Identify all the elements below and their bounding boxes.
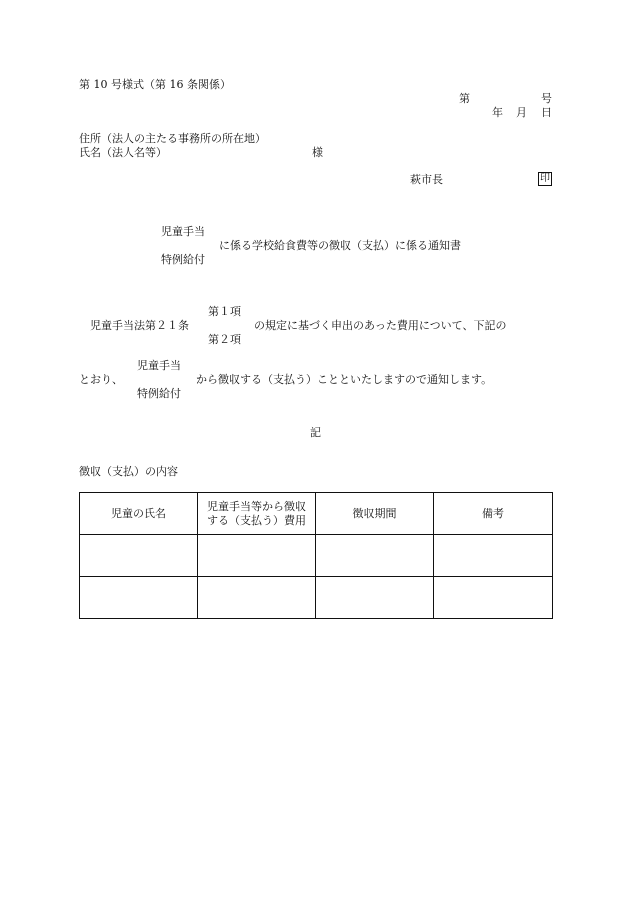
body-law: 児童手当法第２１条 — [90, 319, 189, 332]
seal-stamp: 印 — [540, 173, 550, 184]
header-fee: 児童手当等から徴収する（支払う）費用 — [198, 493, 316, 535]
doc-number-go: 号 — [541, 92, 552, 105]
table-cell[interactable] — [198, 535, 316, 577]
table-cell[interactable] — [80, 577, 198, 619]
collection-table — [79, 492, 553, 619]
doc-number-dai: 第 — [459, 92, 470, 105]
table-header-row — [80, 493, 553, 535]
header-child-name: 児童の氏名 — [80, 493, 198, 535]
subject-option-tokurei-kyufu: 特例給付 — [161, 253, 205, 266]
recipient-honorific: 様 — [312, 146, 323, 159]
form-number: 第 10 号様式（第 16 条関係） — [79, 78, 231, 91]
date-day: 日 — [541, 106, 552, 119]
date-month: 月 — [516, 106, 527, 119]
table-cell[interactable] — [434, 535, 553, 577]
table-cell[interactable] — [316, 577, 434, 619]
body-line2-text: から徴収する（支払う）ことといたしますので通知します。 — [196, 373, 493, 386]
table-row — [80, 535, 553, 577]
subject-title: に係る学校給食費等の徴収（支払）に係る通知書 — [219, 239, 461, 252]
body-clause-1: 第１項 — [208, 305, 241, 318]
body-option-jidou-teate: 児童手当 — [137, 359, 181, 372]
sender-title: 萩市長 — [410, 173, 443, 186]
recipient-address: 住所（法人の主たる事務所の所在地） — [79, 132, 266, 145]
table-cell[interactable] — [434, 577, 553, 619]
ki-heading: 記 — [310, 426, 321, 439]
content-title: 徴収（支払）の内容 — [79, 465, 178, 478]
table-cell[interactable] — [316, 535, 434, 577]
header-period: 徴収期間 — [316, 493, 434, 535]
table-cell[interactable] — [80, 535, 198, 577]
body-option-tokurei-kyufu: 特例給付 — [137, 387, 181, 400]
subject-option-jidou-teate: 児童手当 — [161, 225, 205, 238]
recipient-name: 氏名（法人名等） — [79, 146, 167, 159]
table-cell[interactable] — [198, 577, 316, 619]
body-clause-2: 第２項 — [208, 333, 241, 346]
table-row — [80, 577, 553, 619]
body-line1-text: の規定に基づく申出のあった費用について、下記の — [254, 319, 507, 332]
date-year: 年 — [492, 106, 503, 119]
header-remarks: 備考 — [434, 493, 553, 535]
body-line2-lead: とおり、 — [79, 373, 123, 386]
